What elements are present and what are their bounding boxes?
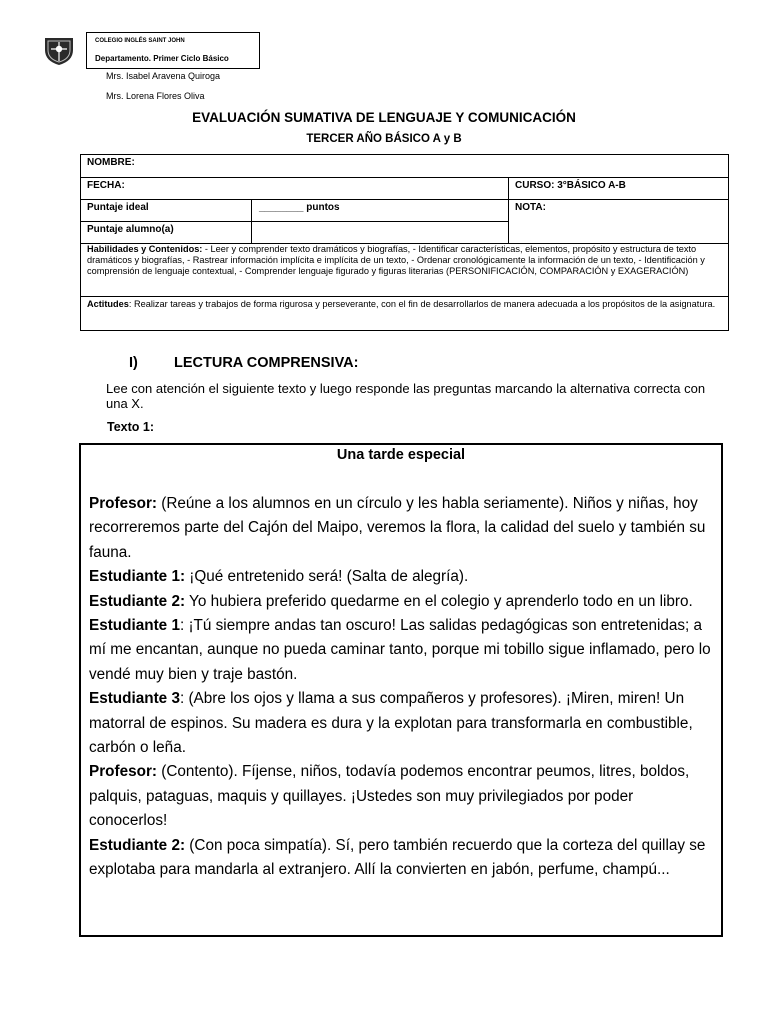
section-title: LECTURA COMPRENSIVA: <box>174 355 359 371</box>
page-title: EVALUACIÓN SUMATIVA DE LENGUAJE Y COMUNICACIÓN <box>192 110 576 125</box>
dialogue-line: Estudiante 3: (Abre los ojos y llama a sus compañeros y profesores). ¡Miren, miren! Un matorral de espinos. Su madera es dura y la explotan para transformarla en combustible, carbón o leña. <box>89 690 693 757</box>
dialogue-line: Profesor: (Contento). Fíjense, niños, todavía podemos encontrar peumos, litres, boldos, palquis, pataguas, maquis y quillayes. ¡Ustedes son muy privilegiados por poder conocerlos! <box>89 763 690 830</box>
school-name: COLEGIO INGLÉS SAINT JOHN <box>95 38 185 44</box>
dialogue-line: Estudiante 2: (Con poca simpatía). Sí, pero también recuerdo que la corteza del quillay se explotaba para mandarla al extranjero. Allí la convierten en jabón, perfume, champú... <box>89 836 706 879</box>
puntaje-alumno-label: Puntaje alumno(a) <box>87 224 174 235</box>
actitudes-text: Actitudes: Realizar tareas y trabajos de forma rigurosa y perseverante, con el fin de desarrollarlos de manera adecuada a los propósitos de la asignatura. <box>87 299 716 309</box>
puntos-field: ________ puntos <box>259 202 340 213</box>
puntaje-ideal-label: Puntaje ideal <box>87 202 149 213</box>
school-info-box <box>86 32 260 69</box>
dialogue-line: Profesor: (Reúne a los alumnos en un círculo y les habla seriamente). Niños y niñas, hoy recorreremos parte del Cajón del Maipo, veremos la flora, la calidad del suelo y también su fauna. <box>89 495 706 561</box>
department-name: Departamento. Primer Ciclo Básico <box>95 54 229 63</box>
teacher-name: Mrs. Isabel Aravena Quiroga <box>106 71 221 81</box>
dialogue-line: Estudiante 1: ¡Tú siempre andas tan oscuro! Las salidas pedagógicas son entretenidas; a mí me encantan, aunque no pueda caminar tanto, porque mi tobillo sigue inflamado, pero lo vendé muy bien y traje bastón. <box>89 617 711 683</box>
instructions: Lee con atención el siguiente texto y luego responde las preguntas marcando la alternativa correcta con una X. <box>106 381 706 411</box>
story-title: Una tarde especial <box>336 447 466 463</box>
fecha-label: FECHA: <box>87 180 125 191</box>
teacher-name: Mrs. Lorena Flores Oliva <box>106 91 205 101</box>
dialogue-line: Estudiante 2: Yo hubiera preferido quedarme en el colegio y aprenderlo todo en un libro. <box>89 592 693 610</box>
dialogue-line: Estudiante 1: ¡Qué entretenido será! (Salta de alegría). <box>89 568 469 586</box>
story-box <box>79 443 723 937</box>
text-label: Texto 1: <box>107 420 154 434</box>
nota-label: NOTA: <box>515 202 546 213</box>
student-info-table <box>80 154 729 331</box>
nombre-label: NOMBRE: <box>87 157 135 168</box>
actitudes-label: Actitudes <box>87 299 129 309</box>
curso-label: CURSO: 3°BÁSICO A-B <box>515 180 626 191</box>
page-subtitle: TERCER AÑO BÁSICO A y B <box>306 133 462 145</box>
section-number: I) <box>129 355 138 371</box>
habilidades-label: Habilidades y Contenidos: <box>87 244 203 254</box>
story-body <box>89 492 711 883</box>
school-crest-icon <box>42 34 76 66</box>
habilidades-text: Habilidades y Contenidos: - Leer y comprender texto dramáticos y biografías, - Identificar características, elementos, propósito y estructura de texto dramáticos y biografías, - Rastrear información implícita e implícita de un texto, - Ordenar cronológicamente la información de un texto, - Identificación y comprensión de lenguaje contextual, - Comprender lenguaje figurado y figuras literarias (PERSONIFICACIÓN, COMPARACIÓN y EXAGERACIÓN) <box>87 244 705 276</box>
